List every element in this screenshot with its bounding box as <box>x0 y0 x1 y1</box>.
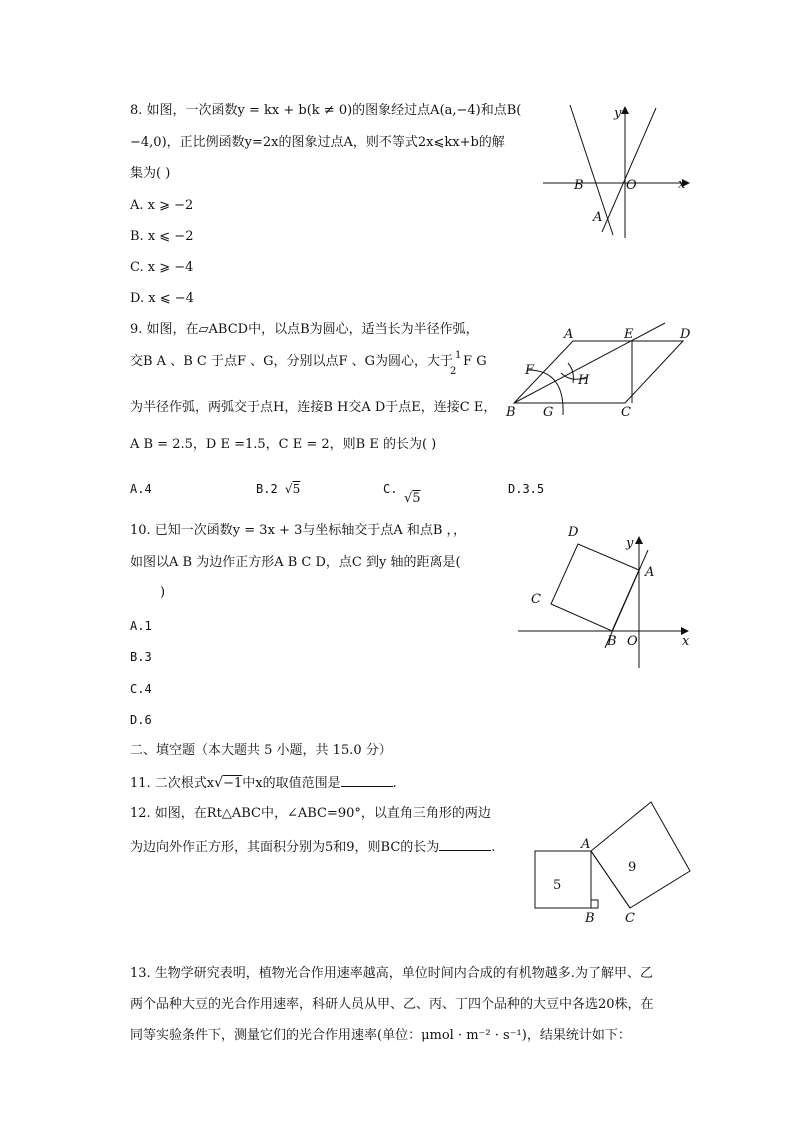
q10-label-x: x <box>682 634 690 649</box>
q10-label-b: B <box>607 634 617 649</box>
q10-figure <box>515 520 695 670</box>
q12-label-b: B <box>585 911 595 926</box>
q12-label-c: C <box>625 911 635 926</box>
q12-square-5 <box>535 851 591 908</box>
q8-label-b: B <box>574 178 584 193</box>
q9-label-b: B <box>506 405 516 420</box>
q12-figure <box>530 800 695 930</box>
q10-square <box>551 544 639 631</box>
q9-option-c: C. <box>383 482 398 496</box>
q10-label-d: D <box>568 525 579 540</box>
q8-option-c: C. x ⩾ −4 <box>130 260 194 275</box>
q12-end: . <box>491 840 496 855</box>
q13-line-3: 同等实验条件下，测量它们的光合作用速率(单位：μmol · m⁻² · s⁻¹)，结果统计如下： <box>130 1028 631 1043</box>
q12-label-5: 5 <box>553 878 562 893</box>
q9-label-a: A <box>564 327 574 342</box>
q8-label-x: x <box>678 177 686 192</box>
q9-line-2-fg: F G <box>463 354 487 369</box>
q8-line-kx-b <box>570 105 613 235</box>
q13-line-2: 两个品种大豆的光合作用速率，科研人员从甲、乙、丙、丁四个品种的大豆中各选20株，在 <box>130 997 654 1012</box>
q8-label-o: O <box>626 178 637 193</box>
q9-fraction-numerator: 1 <box>455 350 462 361</box>
q12-line-2-text: 为边向外作正方形，其面积分别为5和9，则BC的长为 <box>130 840 440 855</box>
q8-line-2x <box>602 108 656 232</box>
q11-prefix: 11. 二次根式x <box>130 776 215 791</box>
q9-label-g: G <box>543 405 554 420</box>
q8-label-y: y <box>614 106 622 121</box>
q9-option-d: D.3.5 <box>508 482 545 496</box>
q12-label-a: A <box>581 837 591 852</box>
q11-radicand: −1 <box>223 776 243 791</box>
q10-label-y: y <box>626 536 634 551</box>
q9-label-c: C <box>621 405 631 420</box>
q12-square-9 <box>591 802 690 908</box>
q9-line-1: 9. 如图，在▱ABCD中，以点B为圆心，适当长为半径作弧， <box>130 322 479 337</box>
q12-right-angle-mark <box>591 900 598 908</box>
q9-label-h: H <box>578 373 590 388</box>
q12-hypotenuse <box>591 851 630 908</box>
q10-line-3: ) <box>160 585 166 600</box>
q9-line-3: 为半径作弧，两弧交于点H，连接B H交A D于点E，连接C E， <box>130 400 497 415</box>
q8-line-3: 集为( ) <box>130 166 171 181</box>
q9-figure <box>505 325 700 420</box>
q10-option-c: C.4 <box>130 682 152 696</box>
q9-line-2-text: 交B A 、B C 于点F 、G，分别以点F 、G为圆心，大于 <box>130 354 454 369</box>
q9-option-b-radicand: 5 <box>292 482 301 496</box>
q9-option-a: A.4 <box>130 482 152 496</box>
q12-answer-blank[interactable] <box>439 838 491 851</box>
q10-line-2: 如图以A B 为边作正方形A B C D，点C 到y 轴的距离是( <box>130 555 461 570</box>
q11-answer-blank[interactable] <box>341 774 393 787</box>
q9-line-4: A B = 2.5，D E =1.5，C E = 2，则B E 的长为( ) <box>130 437 437 452</box>
q9-option-b: B.2 √5 <box>256 482 301 496</box>
q8-line-1: 8. 如图，一次函数y = kx + b(k ≠ 0)的图象经过点A(a,−4)和点B( <box>130 103 522 118</box>
q9-parallelogram <box>514 341 683 403</box>
q10-label-o: O <box>627 634 638 649</box>
q9-line-2 <box>130 350 487 377</box>
q11-suffix: 中x的取值范围是 <box>242 776 341 791</box>
q12-label-9: 9 <box>628 860 637 875</box>
q10-option-a: A.1 <box>130 619 152 633</box>
q8-option-b: B. x ⩽ −2 <box>130 229 194 244</box>
q9-label-e: E <box>624 327 634 342</box>
q10-option-b: B.3 <box>130 650 152 664</box>
section-2-heading: 二、填空题（本大题共 5 小题，共 15.0 分） <box>130 743 392 758</box>
q9-option-b-label: B.2 <box>256 482 278 496</box>
q10-label-c: C <box>531 592 541 607</box>
q9-segment-bh <box>514 323 665 403</box>
q13-line-1: 13. 生物学研究表明，植物光合作用速率越高，单位时间内合成的有机物越多.为了解甲、乙 <box>130 966 653 981</box>
q8-option-d: D. x ⩽ −4 <box>130 291 194 306</box>
q11-line: 11. 二次根式x√−1中x的取值范围是 . <box>130 775 397 791</box>
q8-line-2: −4,0)，正比例函数y=2x的图象过点A，则不等式2x⩽kx+b的解 <box>130 135 505 150</box>
q12-line-1: 12. 如图，在Rt△ABC中，∠ABC=90°，以直角三角形的两边 <box>130 806 491 821</box>
q10-option-d: D.6 <box>130 713 152 727</box>
q12-line-2 <box>130 838 495 856</box>
q9-fraction-denominator: 2 <box>450 366 457 377</box>
q8-option-a: A. x ⩾ −2 <box>130 198 194 213</box>
q8-label-a: A <box>593 210 603 225</box>
q8-figure <box>540 100 700 240</box>
q10-label-a: A <box>645 565 655 580</box>
q9-label-d: D <box>680 327 691 342</box>
q9-option-c-radicand: 5 <box>412 491 421 506</box>
q9-label-f: F <box>525 363 535 378</box>
q10-line-1: 10. 已知一次函数y = 3x + 3与坐标轴交于点A 和点B ，， <box>130 523 467 538</box>
q11-end: . <box>392 776 397 791</box>
q9-option-c-root: √5 <box>404 491 421 506</box>
